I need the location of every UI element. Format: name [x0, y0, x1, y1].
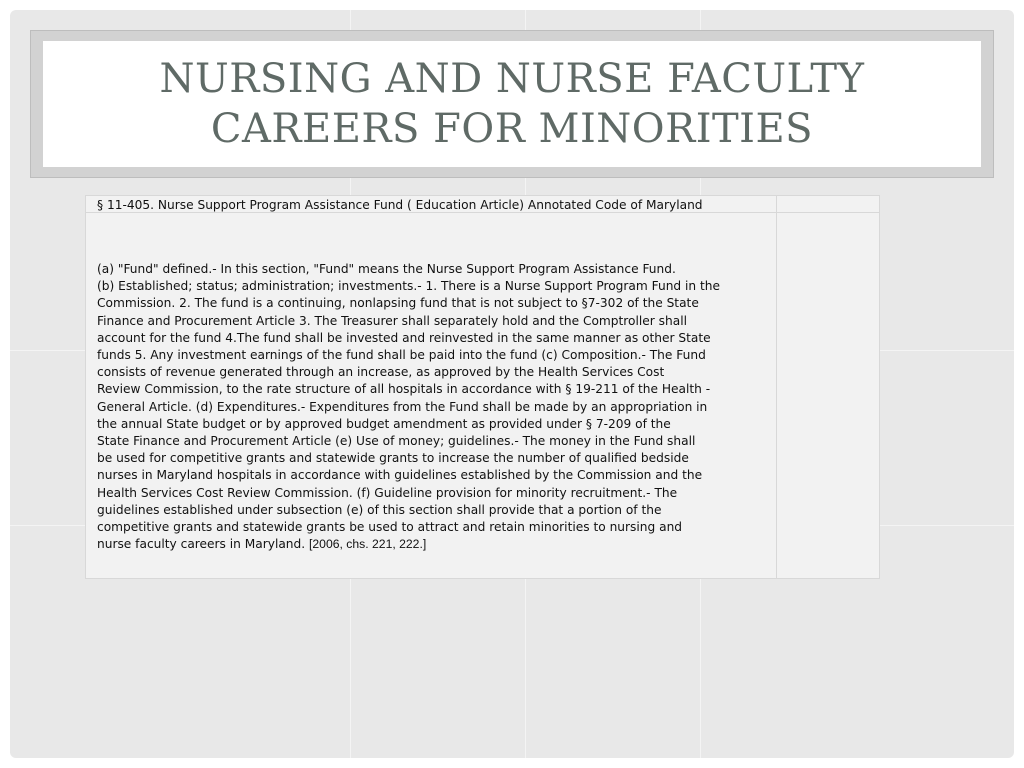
statute-line: account for the fund 4.The fund shall be invested and reinvested in the same manner as other State	[97, 330, 711, 345]
statute-line: Commission. 2. The fund is a continuing, nonlapsing fund that is not subject to §7-302 of the State	[97, 296, 699, 311]
statute-line: funds 5. Any investment earnings of the fund shall be paid into the fund (c) Composition.- The Fund	[97, 348, 706, 363]
statute-line: guidelines established under subsection (e) of this section shall provide that a portion of the	[97, 502, 662, 517]
statute-line: Review Commission, to the rate structure of all hospitals in accordance with § 19-211 of the Health -	[97, 382, 711, 397]
statute-body	[97, 261, 787, 553]
title-box	[43, 41, 981, 167]
statute-line: (b) Established; status; administration; investments.- 1. There is a Nurse Support Program Fund in the	[97, 279, 721, 294]
slide-title-line-1: NURSING AND NURSE FACULTY	[159, 56, 865, 102]
statute-line: the annual State budget or by approved budget amendment as provided under § 7-209 of the	[97, 416, 671, 431]
slide-title-line-2: CAREERS FOR MINORITIES	[210, 106, 814, 152]
statute-line: (a) "Fund" defined.- In this section, "Fund" means the Nurse Support Program Assistance Fund.	[97, 262, 676, 276]
statute-closing-text: nurse faculty careers in Maryland.	[97, 537, 306, 552]
statute-citation: [2006, chs. 221, 222.]	[309, 537, 427, 552]
title-frame	[30, 30, 994, 178]
table-header-row	[86, 196, 879, 213]
content-table	[85, 195, 880, 579]
statute-line: Health Services Cost Review Commission. (f) Guideline provision for minority recruitment.- The	[97, 485, 678, 500]
statute-line: consists of revenue generated through an increase, as approved by the Health Services Cost	[97, 365, 665, 380]
statute-line: nurses in Maryland hospitals in accordance with guidelines established by the Commission and the	[97, 468, 703, 483]
statute-line: State Finance and Procurement Article (e) Use of money; guidelines.- The money in the Fund shall	[97, 434, 696, 449]
statute-line: Finance and Procurement Article 3. The Treasurer shall separately hold and the Comptroller shall	[97, 313, 687, 328]
statute-line: General Article. (d) Expenditures.- Expenditures from the Fund shall be made by an appropriation in	[97, 399, 708, 414]
statute-line: be used for competitive grants and statewide grants to increase the number of qualified bedside	[97, 451, 689, 466]
statute-line-last	[97, 536, 787, 553]
slide-background	[10, 10, 1014, 758]
statute-line: competitive grants and statewide grants be used to attract and retain minorities to nursing and	[97, 520, 683, 535]
statute-heading: § 11-405. Nurse Support Program Assistance Fund ( Education Article) Annotated Code of Maryland	[97, 198, 703, 212]
